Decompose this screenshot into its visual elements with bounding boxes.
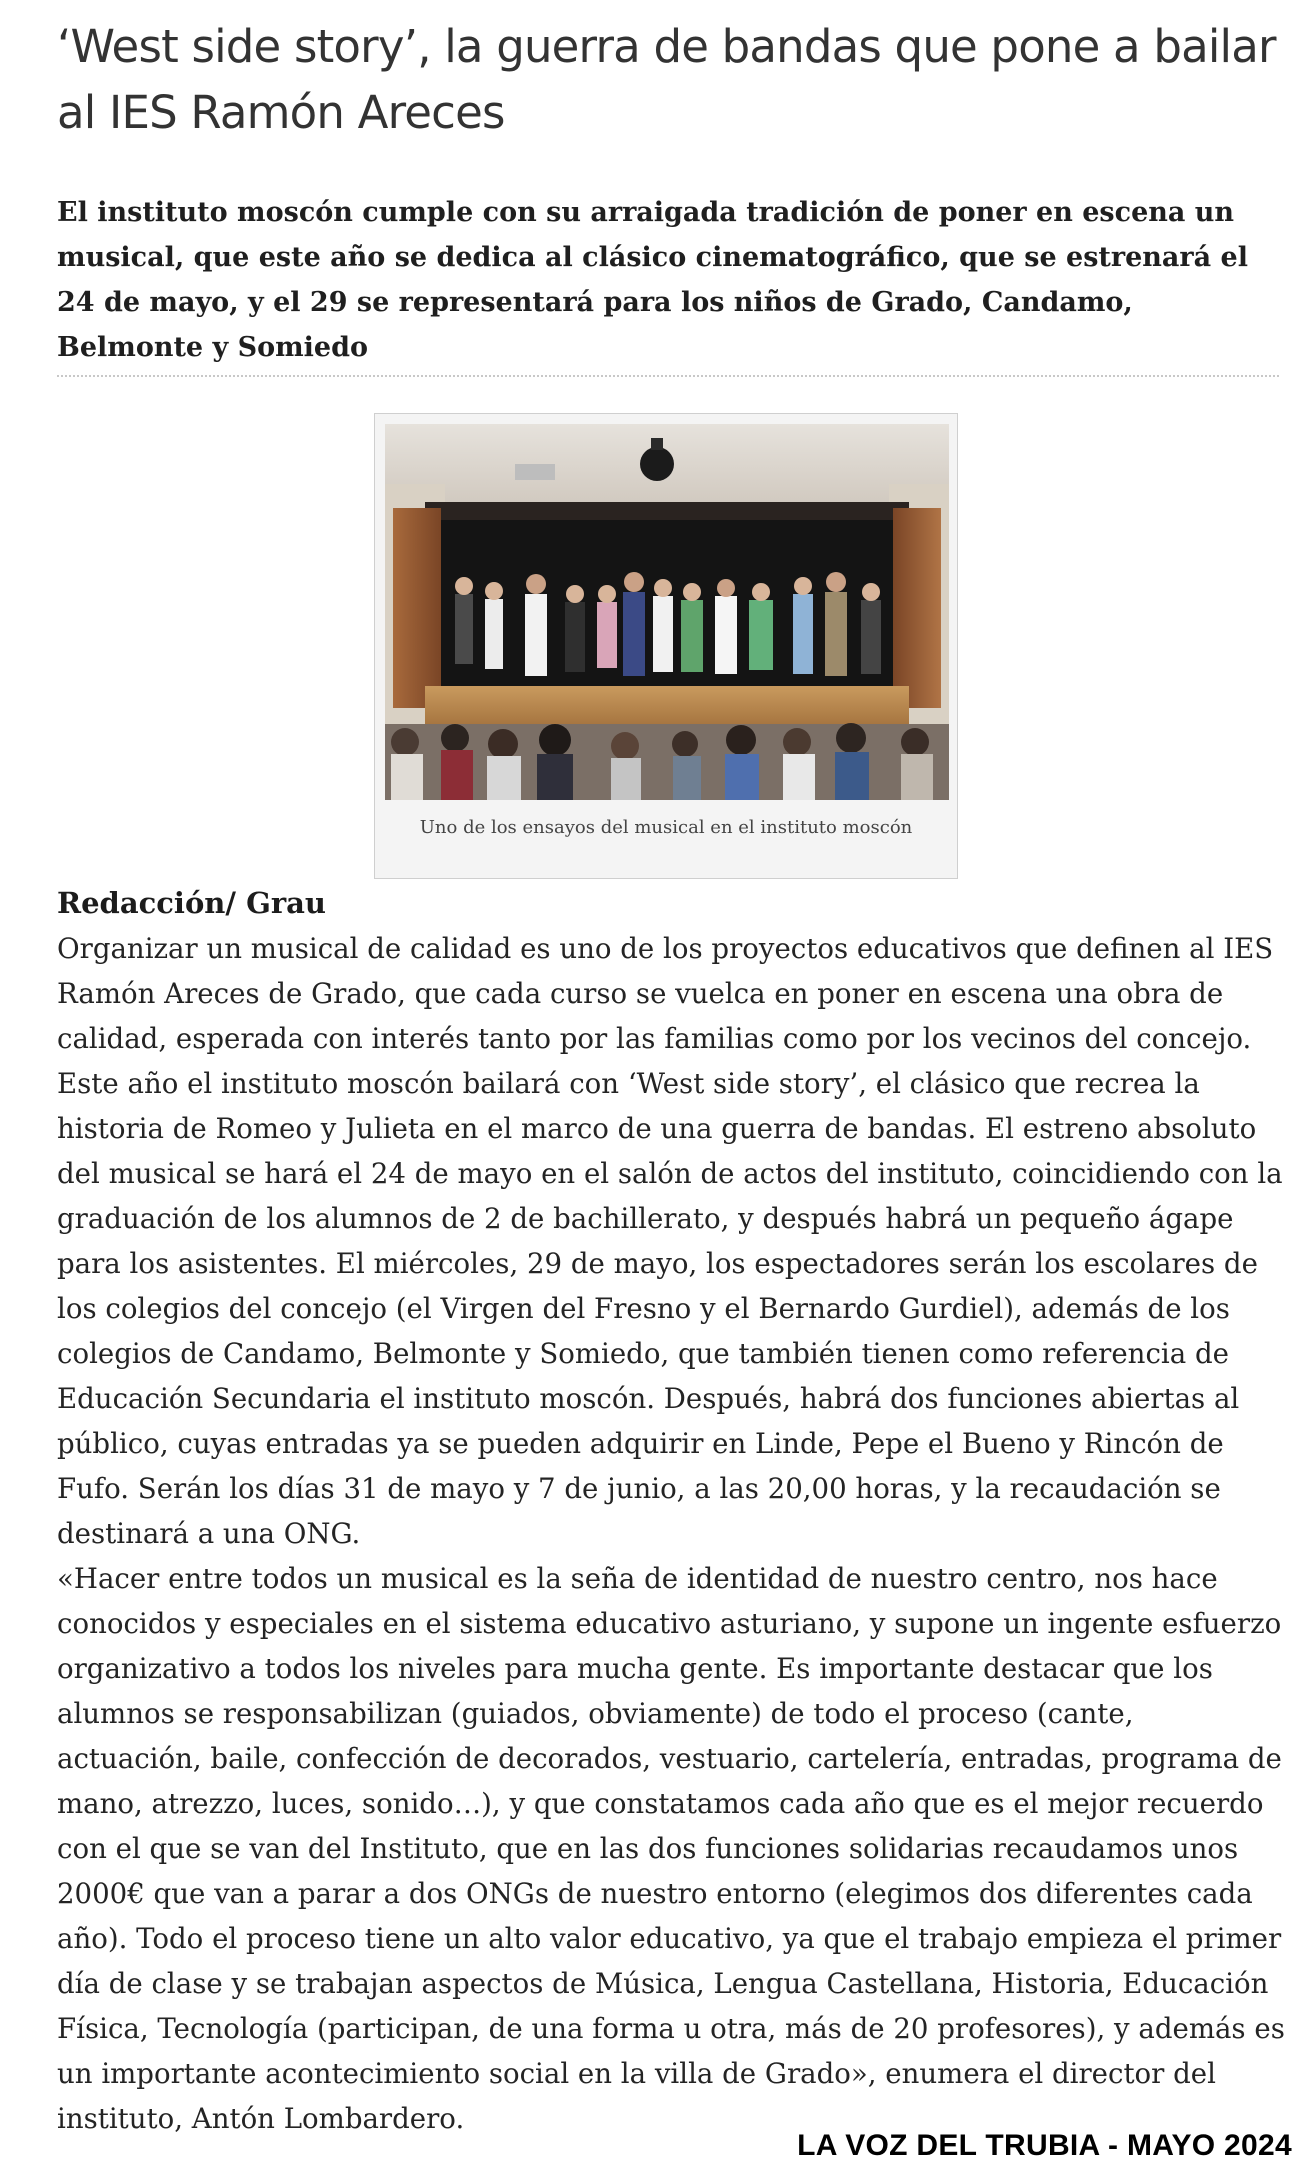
photo-caption: Uno de los ensayos del musical en el instituto moscón [419, 817, 913, 838]
projector [515, 464, 555, 480]
article-body [57, 926, 1285, 2141]
curtain-left [393, 508, 441, 708]
curtain-valance [425, 502, 909, 520]
body-paragraph: Organizar un musical de calidad es uno de los proyectos educativos que definen al IES Ramón Areces de Grado, que cada curso se vuelca en poner en escena una obra de calidad, esperada con interés tanto por las familias como por los vecinos del concejo. Este año el instituto moscón bailará con ‘West side story’, el clásico que recrea la historia de Romeo y Julieta en el marco de una guerra de bandas. El estreno absoluto del musical se hará el 24 de mayo en el salón de actos del instituto, coincidiendo con la graduación de los alumnos de 2 de bachillerato, y después habrá un pequeño ágape para los asistentes. El miércoles, 29 de mayo, los espectadores serán los escolares de los colegios del concejo (el Virgen del Fresno y el Bernardo Gurdiel), además de los colegios de Candamo, Belmonte y Somiedo, que también tienen como referencia de Educación Secundaria el instituto moscón. Después, habrá dos funciones abiertas al público, cuyas entradas ya se pueden adquirir en Linde, Pepe el Bueno y Rincón de Fufo. Serán los días 31 de mayo y 7 de junio, a las 20,00 horas, y la recaudación se destinará a una ONG. [57, 932, 1283, 1550]
byline: Redacción/ Grau [57, 886, 326, 920]
stage-spotlight [640, 447, 674, 481]
stage-floor [425, 686, 909, 726]
dotted-divider [57, 375, 1279, 377]
article-title: ‘West side story’, la guerra de bandas que pone a bailar al IES Ramón Areces [57, 20, 1276, 139]
audience [385, 723, 949, 800]
body-paragraph: «Hacer entre todos un musical es la seña de identidad de nuestro centro, nos hace conocidos y especiales en el sistema educativo asturiano, y supone un ingente esfuerzo organizativo a todos los niveles para mucha gente. Es importante destacar que los alumnos se responsabilizan (guiados, obviamente) de todo el proceso (cante, actuación, baile, confección de decorados, vestuario, cartelería, entradas, programa de mano, atrezzo, luces, sonido…), y que constatamos cada año que es el mejor recuerdo con el que se van del Instituto, que en las dos funciones solidarias recaudamos unos 2000€ que van a parar a dos ONGs de nuestro entorno (elegimos dos diferentes cada año). Todo el proceso tiene un alto valor educativo, ya que el trabajo empieza el primer día de clase y se trabajan aspectos de Música, Lengua Castellana, Historia, Educación Física, Tecnología (participan, de una forma u otra, más de 20 profesores), y además es un importante acontecimiento social en la villa de Grado», enumera el director del instituto, Antón Lombardero. [57, 1562, 1285, 2135]
photo-figure [374, 413, 958, 879]
article-subtitle: El instituto moscón cumple con su arraigada tradición de poner en escena un musical, que este año se dedica al clásico cinematográfico, que se estrenará el 24 de mayo, y el 29 se representará para los niños de Grado, Candamo, Belmonte y Somiedo [57, 197, 1248, 363]
publication-credit: LA VOZ DEL TRUBIA - MAYO 2024 [797, 2129, 1292, 2162]
curtain-right [893, 508, 941, 708]
stage-rehearsal-photo [385, 424, 949, 800]
